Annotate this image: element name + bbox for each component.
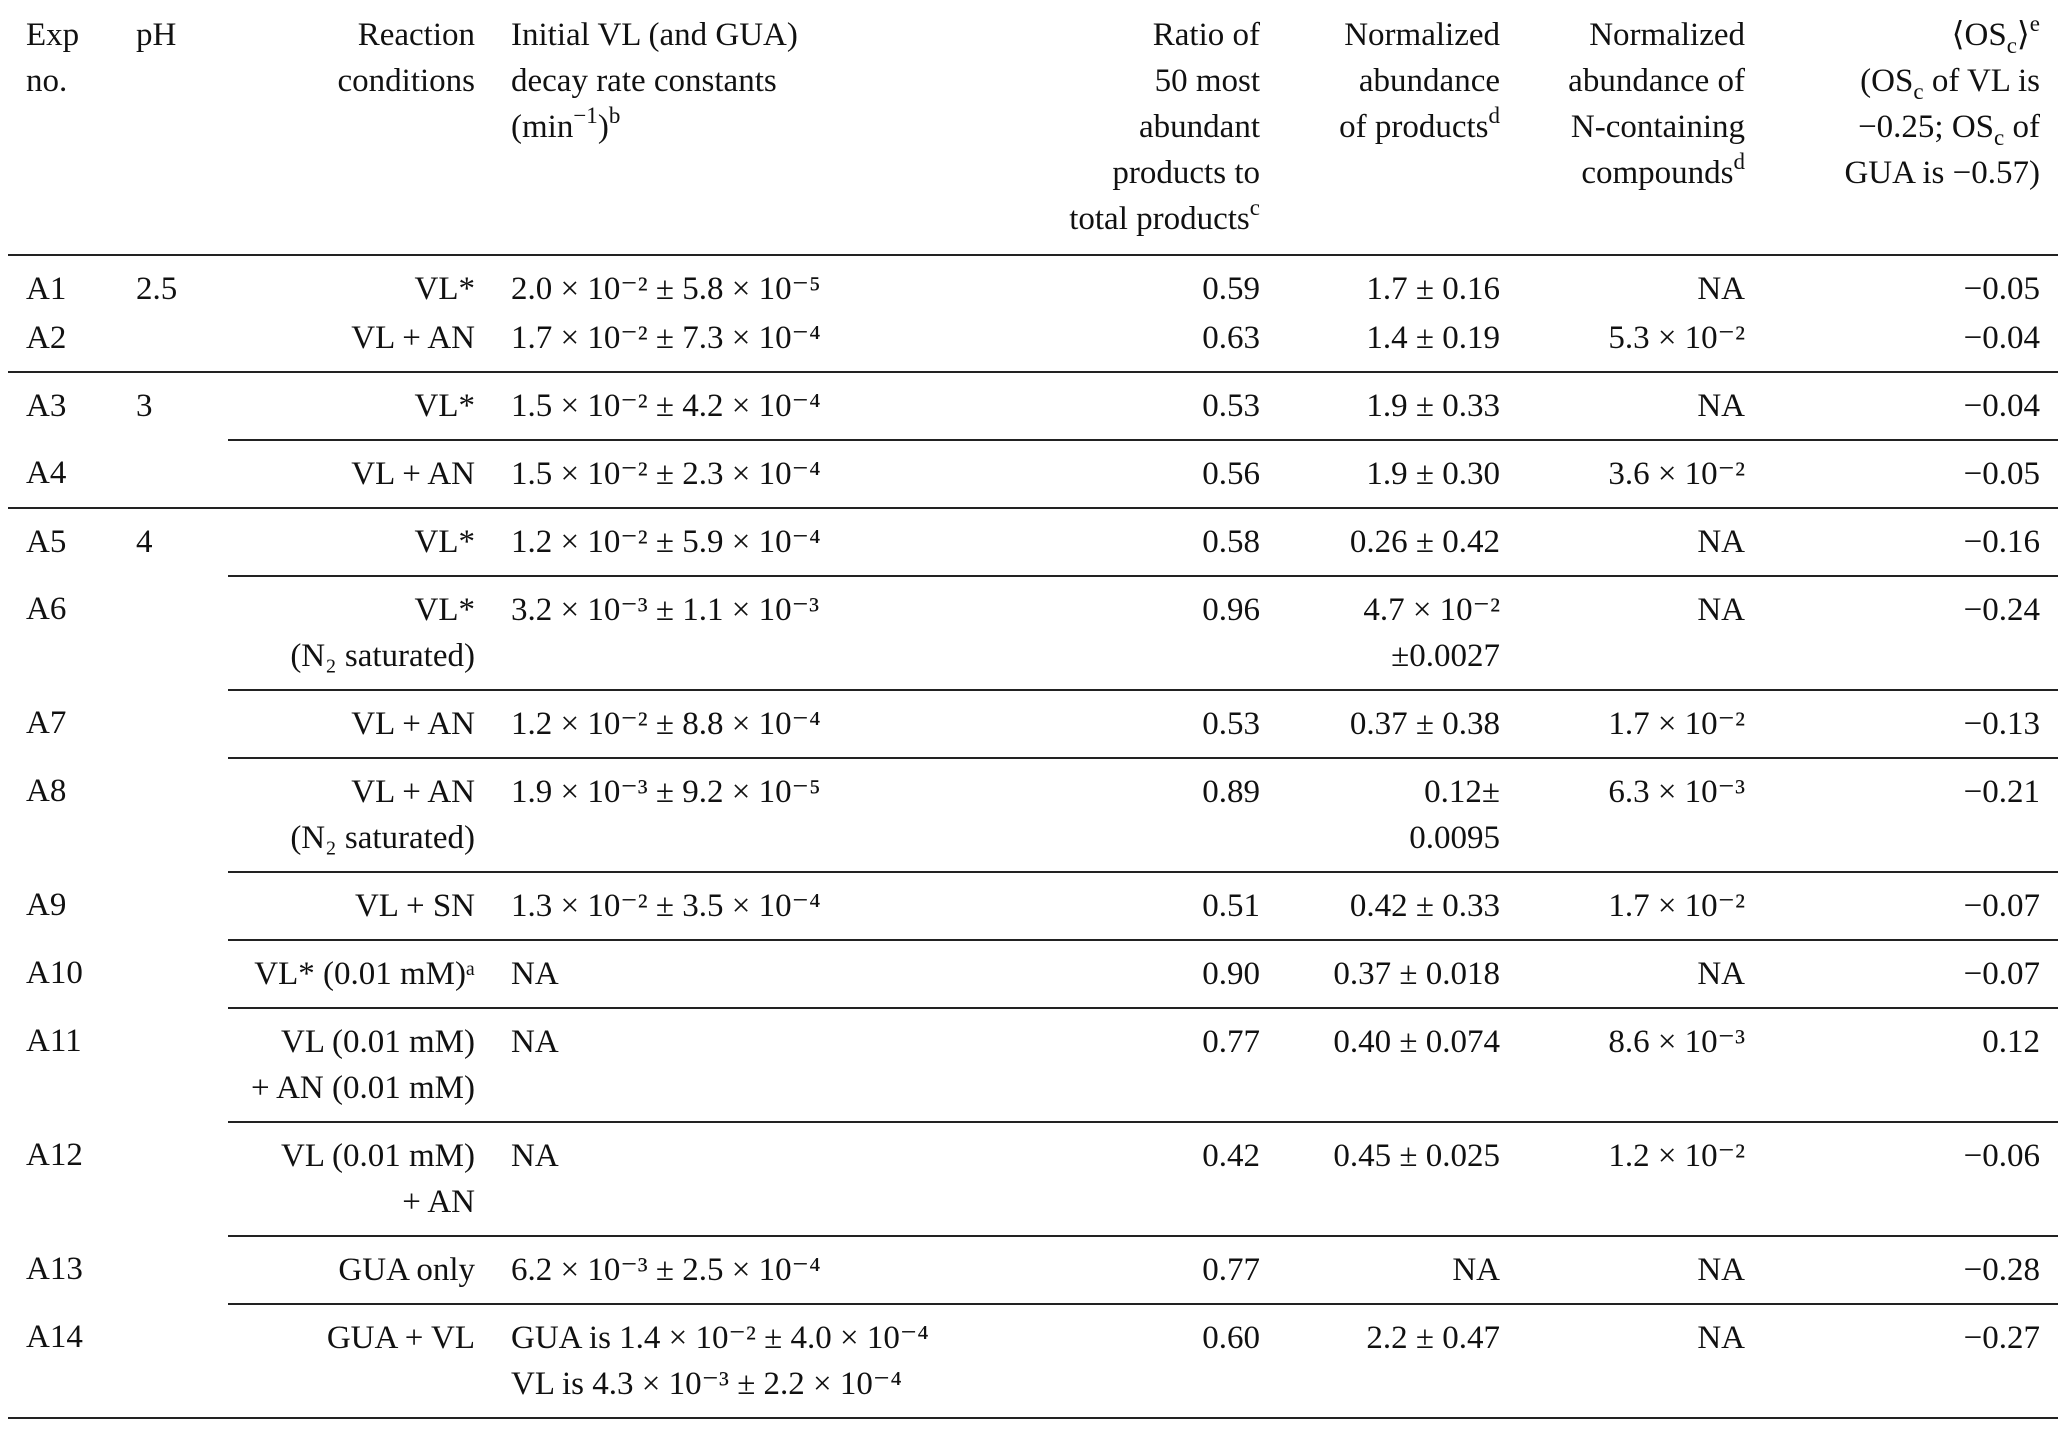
cell-n-abundance: 8.6 × 10⁻³ <box>1518 1008 1763 1122</box>
cell-conditions: VL* <box>228 372 493 440</box>
cell-ph <box>118 872 228 940</box>
cell-n-abundance: 1.2 × 10⁻² <box>1518 1122 1763 1236</box>
cell-conditions: VL* (0.01 mM)ᵃ <box>228 940 493 1008</box>
cell-exp: A1 <box>8 255 118 312</box>
cell-osc: −0.05 <box>1763 255 2058 312</box>
cell-ph <box>118 758 228 872</box>
cell-conditions: GUA only <box>228 1236 493 1304</box>
cell-abundance: 1.9 ± 0.33 <box>1278 372 1518 440</box>
cell-exp: A9 <box>26 887 67 923</box>
cell-ratio: 0.53 <box>1033 372 1278 440</box>
header-row <box>8 0 2058 255</box>
cell-ph <box>118 690 228 758</box>
cell-exp: A5 <box>8 508 118 576</box>
cell-exp: A3 <box>8 372 118 440</box>
cell-exp: A14 <box>8 1304 118 1418</box>
cell-abundance: NA <box>1278 1236 1518 1304</box>
cell-exp: A13 <box>26 1251 83 1287</box>
table-row <box>8 940 2058 1008</box>
cell-rate: NA <box>493 1008 1033 1122</box>
cell-ph: 3 <box>118 372 228 440</box>
table-row <box>8 255 2058 312</box>
cell-abundance: 0.37 ± 0.38 <box>1278 690 1518 758</box>
cell-ratio: 0.42 <box>1033 1122 1278 1236</box>
cell-ratio: 0.89 <box>1033 758 1278 872</box>
cell-abundance: 0.12± 0.0095 <box>1278 758 1518 872</box>
cell-n-abundance: NA <box>1518 940 1763 1008</box>
header-osc: $⟨OS_c⟩^e$ ($OS_c$ of VL is −0.25; $OS_c$ of GUA is −0.57) <box>1844 11 2040 191</box>
cell-ph: 4 <box>118 508 228 576</box>
cell-conditions: VL* (N₂ saturated) <box>228 576 493 690</box>
table-row <box>8 872 2058 940</box>
table-row <box>8 312 2058 372</box>
cell-exp: A11 <box>26 1023 82 1059</box>
cell-n-abundance: NA <box>1518 508 1763 576</box>
cell-rate: 1.9 × 10⁻³ ± 9.2 × 10⁻⁵ <box>493 758 1033 872</box>
cell-ratio: 0.59 <box>1033 255 1278 312</box>
cell-conditions: VL + AN <box>351 320 475 356</box>
cell-abundance: 0.42 ± 0.33 <box>1278 872 1518 940</box>
header-ratio: Ratio of 50 most abundant products to total products$^c$ <box>1069 17 1260 237</box>
cell-osc: −0.04 <box>1763 372 2058 440</box>
cell-ratio: 0.60 <box>1033 1304 1278 1418</box>
cell-ph <box>118 1122 228 1236</box>
header-exp: Exp no. <box>26 17 80 99</box>
cell-osc: 0.12 <box>1763 1008 2058 1122</box>
table-row <box>8 440 2058 508</box>
cell-ratio: 0.51 <box>1033 872 1278 940</box>
cell-abundance: 1.7 ± 0.16 <box>1278 255 1518 312</box>
cell-conditions: VL* <box>228 255 493 312</box>
cell-n-abundance: 1.7 × 10⁻² <box>1518 690 1763 758</box>
cell-ph <box>118 1304 228 1418</box>
cell-rate: 6.2 × 10⁻³ ± 2.5 × 10⁻⁴ <box>493 1236 1033 1304</box>
cell-rate: 1.5 × 10⁻² ± 4.2 × 10⁻⁴ <box>493 372 1033 440</box>
cell-conditions: GUA + VL <box>228 1304 493 1418</box>
cell-rate: GUA is 1.4 × 10⁻² ± 4.0 × 10⁻⁴ VL is 4.3 × 10⁻³ ± 2.2 × 10⁻⁴ <box>493 1304 1033 1418</box>
cell-osc: −0.05 <box>1763 440 2058 508</box>
cell-rate: NA <box>493 1122 1033 1236</box>
cell-abundance: 0.26 ± 0.42 <box>1278 508 1518 576</box>
cell-ratio: 0.77 <box>1033 1236 1278 1304</box>
cell-ph: 2.5 <box>118 255 228 312</box>
cell-osc: −0.27 <box>1763 1304 2058 1418</box>
cell-n-abundance: 3.6 × 10⁻² <box>1518 440 1763 508</box>
table-row <box>8 508 2058 576</box>
cell-rate: 2.0 × 10⁻² ± 5.8 × 10⁻⁵ <box>493 255 1033 312</box>
cell-ratio: 0.90 <box>1033 940 1278 1008</box>
cell-osc: −0.07 <box>1763 940 2058 1008</box>
cell-osc: −0.13 <box>1763 690 2058 758</box>
cell-exp: A12 <box>26 1137 83 1173</box>
table-row <box>8 1122 2058 1236</box>
cell-exp: A8 <box>26 773 67 809</box>
table-row <box>8 1304 2058 1418</box>
cell-ratio: 0.53 <box>1033 690 1278 758</box>
cell-rate: 1.7 × 10⁻² ± 7.3 × 10⁻⁴ <box>511 320 821 356</box>
cell-ratio: 0.56 <box>1033 440 1278 508</box>
cell-ph <box>118 576 228 690</box>
table-row <box>8 576 2058 690</box>
cell-rate: NA <box>493 940 1033 1008</box>
cell-abundance: 4.7 × 10⁻² ±0.0027 <box>1278 576 1518 690</box>
cell-exp: A7 <box>26 705 67 741</box>
cell-conditions: VL + SN <box>228 872 493 940</box>
cell-osc: −0.06 <box>1763 1122 2058 1236</box>
cell-osc: −0.24 <box>1763 576 2058 690</box>
cell-rate: 3.2 × 10⁻³ ± 1.1 × 10⁻³ <box>493 576 1033 690</box>
table-row <box>8 690 2058 758</box>
header-normalized-abundance: Normalized abundance of products$^d$ <box>1339 17 1500 145</box>
results-table <box>8 0 2058 1419</box>
cell-ratio: 0.96 <box>1033 576 1278 690</box>
cell-osc: −0.07 <box>1763 872 2058 940</box>
cell-osc: −0.21 <box>1763 758 2058 872</box>
cell-rate: 1.2 × 10⁻² ± 5.9 × 10⁻⁴ <box>493 508 1033 576</box>
cell-abundance: 0.40 ± 0.074 <box>1278 1008 1518 1122</box>
cell-conditions: VL (0.01 mM) + AN <box>228 1122 493 1236</box>
cell-abundance: 0.45 ± 0.025 <box>1278 1122 1518 1236</box>
cell-n-abundance: NA <box>1518 576 1763 690</box>
cell-ph <box>118 940 228 1008</box>
cell-exp: A6 <box>26 591 67 627</box>
cell-n-abundance: NA <box>1518 372 1763 440</box>
cell-osc: −0.16 <box>1763 508 2058 576</box>
cell-rate: 1.3 × 10⁻² ± 3.5 × 10⁻⁴ <box>493 872 1033 940</box>
cell-rate: 1.5 × 10⁻² ± 2.3 × 10⁻⁴ <box>493 440 1033 508</box>
cell-ph <box>118 1008 228 1122</box>
cell-n-abundance: NA <box>1518 1304 1763 1418</box>
table-row <box>8 1008 2058 1122</box>
cell-ph <box>118 440 228 508</box>
cell-n-abundance: NA <box>1518 255 1763 312</box>
cell-conditions: VL + AN (N₂ saturated) <box>228 758 493 872</box>
header-ph: pH <box>136 17 177 53</box>
cell-ratio: 0.63 <box>1202 320 1260 356</box>
cell-rate: 1.2 × 10⁻² ± 8.8 × 10⁻⁴ <box>493 690 1033 758</box>
table-row <box>8 758 2058 872</box>
cell-osc: −0.04 <box>1963 320 2040 356</box>
cell-exp: A10 <box>26 955 83 991</box>
cell-conditions: VL + AN <box>228 440 493 508</box>
cell-ph <box>118 1236 228 1304</box>
cell-abundance: 2.2 ± 0.47 <box>1278 1304 1518 1418</box>
cell-ph <box>118 312 228 372</box>
cell-n-abundance: 6.3 × 10⁻³ <box>1518 758 1763 872</box>
cell-abundance: 0.37 ± 0.018 <box>1278 940 1518 1008</box>
cell-abundance: 1.9 ± 0.30 <box>1278 440 1518 508</box>
cell-conditions: VL* <box>228 508 493 576</box>
cell-n-abundance: NA <box>1518 1236 1763 1304</box>
cell-exp: A4 <box>26 455 67 491</box>
cell-n-abundance: 5.3 × 10⁻² <box>1608 320 1745 356</box>
cell-exp: A2 <box>26 320 67 356</box>
cell-abundance: 1.4 ± 0.19 <box>1366 320 1500 356</box>
cell-osc: −0.28 <box>1763 1236 2058 1304</box>
cell-conditions: VL (0.01 mM) + AN (0.01 mM) <box>228 1008 493 1122</box>
header-conditions: Reaction conditions <box>337 17 475 99</box>
cell-n-abundance: 1.7 × 10⁻² <box>1518 872 1763 940</box>
header-rate: Initial VL (and GUA) decay rate constants $(\min^{-1})^b$ <box>511 17 798 145</box>
header-n-compounds: Normalized abundance of N-containing compounds$^d$ <box>1568 17 1745 191</box>
cell-conditions: VL + AN <box>228 690 493 758</box>
cell-ratio: 0.77 <box>1033 1008 1278 1122</box>
cell-ratio: 0.58 <box>1033 508 1278 576</box>
table-row <box>8 1236 2058 1304</box>
table-row <box>8 372 2058 440</box>
